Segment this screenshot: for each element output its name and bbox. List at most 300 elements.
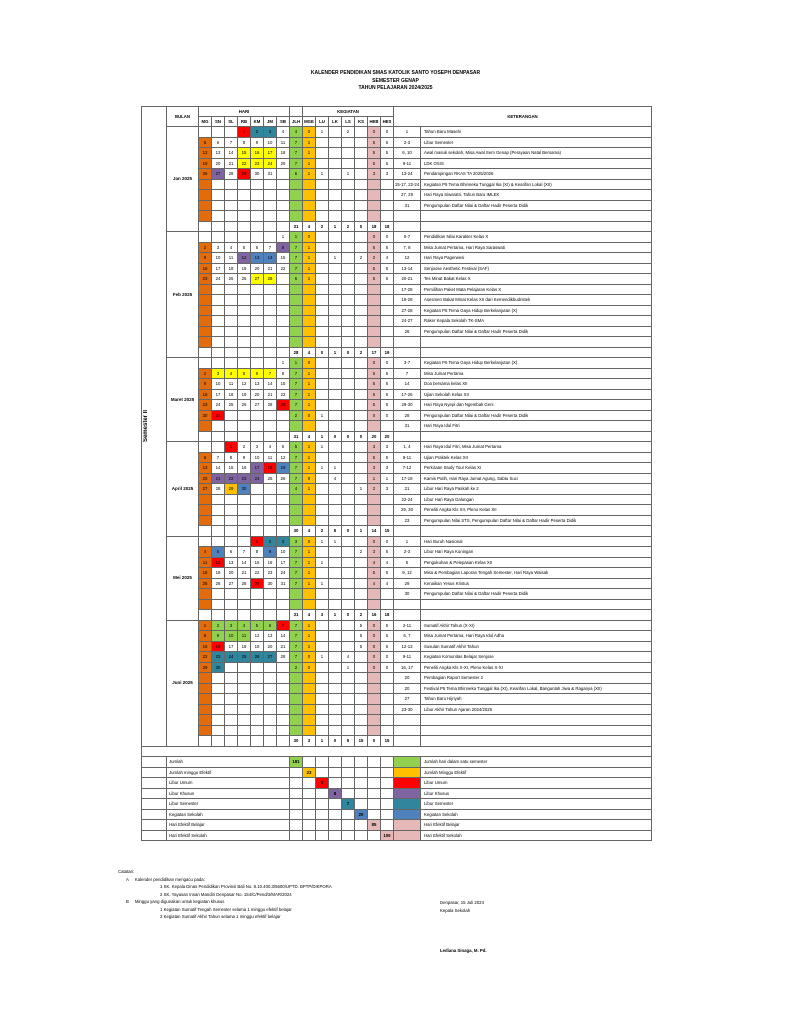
stat-cell bbox=[329, 295, 342, 306]
stat-cell bbox=[355, 316, 368, 327]
stat-cell bbox=[303, 326, 316, 337]
stat-cell: 5 bbox=[368, 137, 381, 148]
stat-cell bbox=[355, 673, 368, 684]
note-date: 2-3 bbox=[394, 137, 421, 148]
stat-cell bbox=[303, 599, 316, 610]
stat-cell bbox=[316, 547, 329, 558]
catatan-label: Catatan: bbox=[118, 869, 135, 874]
stat-cell bbox=[381, 704, 394, 715]
stat-cell bbox=[355, 683, 368, 694]
stat-cell bbox=[303, 284, 316, 295]
stat-cell bbox=[342, 274, 355, 285]
day-cell bbox=[251, 305, 264, 316]
stat-cell bbox=[355, 158, 368, 169]
stat-cell bbox=[368, 704, 381, 715]
day-cell: 8 bbox=[238, 137, 251, 148]
week-row bbox=[142, 599, 652, 610]
total-blank bbox=[212, 347, 225, 358]
total-cell: 0 bbox=[368, 736, 381, 747]
day-cell bbox=[199, 505, 212, 516]
day-cell: 17 bbox=[212, 263, 225, 274]
stat-cell: 2 bbox=[368, 253, 381, 264]
summary-row bbox=[142, 757, 652, 768]
spacer-row bbox=[142, 746, 652, 757]
total-blank bbox=[212, 526, 225, 537]
total-blank bbox=[225, 736, 238, 747]
day-cell bbox=[199, 190, 212, 201]
stat-cell bbox=[316, 158, 329, 169]
day-cell bbox=[199, 421, 212, 432]
stat-cell bbox=[355, 715, 368, 726]
place-date: Denpasar, 15 Juli 2024 bbox=[440, 900, 484, 905]
stat-cell: 5 bbox=[381, 137, 394, 148]
day-cell: 31 bbox=[277, 578, 290, 589]
stat-cell bbox=[290, 337, 303, 348]
note-text: Tes Minat Bakat Kelas X bbox=[421, 274, 652, 285]
day-cell bbox=[264, 515, 277, 526]
note-date bbox=[394, 725, 421, 736]
total-cell: 0 bbox=[355, 431, 368, 442]
stat-cell bbox=[290, 326, 303, 337]
stat-cell bbox=[303, 715, 316, 726]
stat-cell: 3 bbox=[381, 463, 394, 474]
day-cell: 29 bbox=[238, 169, 251, 180]
day-cell: 1 bbox=[238, 127, 251, 138]
day-cell: 27 bbox=[212, 169, 225, 180]
day-cell: 11 bbox=[225, 379, 238, 390]
summary-empty bbox=[329, 820, 342, 831]
day-cell: 21 bbox=[225, 158, 238, 169]
stat-cell bbox=[381, 326, 394, 337]
total-blank bbox=[225, 526, 238, 537]
stat-cell bbox=[381, 515, 394, 526]
day-cell bbox=[264, 410, 277, 421]
day-cell: 31 bbox=[212, 410, 225, 421]
stat-cell: 4 bbox=[329, 473, 342, 484]
note-text bbox=[421, 337, 652, 348]
stat-cell: 5 bbox=[381, 452, 394, 463]
stat-cell bbox=[355, 442, 368, 453]
day-cell bbox=[225, 326, 238, 337]
note-text: Libur Hari Raya Kuningan bbox=[421, 547, 652, 558]
total-blank bbox=[225, 610, 238, 621]
note-text: Hari Raya Idul Fitri bbox=[421, 421, 652, 432]
day-cell: 30 bbox=[212, 662, 225, 673]
summary-empty bbox=[355, 788, 368, 799]
stat-cell bbox=[316, 484, 329, 495]
day-cell: 2 bbox=[264, 536, 277, 547]
note-date: 28 bbox=[394, 410, 421, 421]
stat-cell bbox=[355, 295, 368, 306]
total-cell: 18 bbox=[368, 221, 381, 232]
day-cell bbox=[238, 515, 251, 526]
day-cell: 8 bbox=[277, 368, 290, 379]
note-date: 15-17, 22-24 bbox=[394, 179, 421, 190]
note-text: Hari Raya Pagerwesi bbox=[421, 253, 652, 264]
stat-cell bbox=[316, 673, 329, 684]
summary-label: Jumlah bbox=[167, 757, 290, 768]
signer-role: Kepala Sekolah bbox=[440, 907, 471, 913]
stat-cell bbox=[355, 725, 368, 736]
stat-cell bbox=[355, 337, 368, 348]
stat-cell bbox=[368, 715, 381, 726]
day-cell bbox=[199, 305, 212, 316]
day-cell bbox=[264, 295, 277, 306]
stat-cell: 7 bbox=[290, 148, 303, 159]
stat-cell bbox=[303, 211, 316, 222]
day-cell bbox=[225, 232, 238, 243]
stat-cell bbox=[368, 179, 381, 190]
week-row bbox=[142, 389, 652, 400]
stat-cell: 3 bbox=[368, 169, 381, 180]
total-blank bbox=[264, 736, 277, 747]
total-cell: 4 bbox=[303, 526, 316, 537]
total-blank bbox=[277, 221, 290, 232]
stat-cell bbox=[329, 442, 342, 453]
stat-cell bbox=[329, 725, 342, 736]
stat-cell: 4 bbox=[381, 557, 394, 568]
summary-blank bbox=[142, 778, 167, 789]
day-cell: 19 bbox=[199, 158, 212, 169]
note-text: Tahun Baru Masehi bbox=[421, 127, 652, 138]
total-cell: 0 bbox=[342, 347, 355, 358]
stat-cell bbox=[355, 652, 368, 663]
stat-cell: 7 bbox=[290, 652, 303, 663]
day-cell bbox=[251, 505, 264, 516]
summary-empty bbox=[355, 778, 368, 789]
stat-cell: 1 bbox=[303, 389, 316, 400]
stat-cell bbox=[342, 263, 355, 274]
day-cell bbox=[264, 683, 277, 694]
total-cell: 0 bbox=[355, 221, 368, 232]
stat-cell bbox=[355, 557, 368, 568]
stat-cell bbox=[342, 673, 355, 684]
note-text: Libur Semester bbox=[421, 137, 652, 148]
day-cell: 12 bbox=[238, 379, 251, 390]
summary-empty bbox=[316, 809, 329, 820]
day-cell: 29 bbox=[199, 662, 212, 673]
stat-cell: 0 bbox=[381, 662, 394, 673]
legend-swatch bbox=[394, 799, 421, 810]
stat-cell bbox=[329, 232, 342, 243]
stat-cell: 7 bbox=[290, 400, 303, 411]
day-cell: 19 bbox=[277, 463, 290, 474]
stat-cell: 0 bbox=[368, 662, 381, 673]
day-cell: 12 bbox=[199, 148, 212, 159]
stat-cell bbox=[342, 316, 355, 327]
stat-cell bbox=[355, 211, 368, 222]
total-cell: 20 bbox=[368, 431, 381, 442]
total-blank bbox=[225, 431, 238, 442]
day-cell: 10 bbox=[212, 253, 225, 264]
stat-cell bbox=[355, 232, 368, 243]
stat-cell: 7 bbox=[290, 389, 303, 400]
week-row bbox=[142, 232, 652, 243]
stat-cell: 7 bbox=[290, 641, 303, 652]
note-text bbox=[421, 715, 652, 726]
stat-cell bbox=[316, 379, 329, 390]
note-text: Misa Jumat Pertama, Hari Raya Idul Adha bbox=[421, 631, 652, 642]
summary-value: 8 bbox=[329, 788, 342, 799]
stat-cell: 7 bbox=[290, 547, 303, 558]
stat-cell bbox=[342, 137, 355, 148]
day-cell bbox=[251, 694, 264, 705]
day-cell bbox=[277, 694, 290, 705]
day-cell: 24 bbox=[251, 473, 264, 484]
day-cell bbox=[277, 662, 290, 673]
note-date: 29, 30 bbox=[394, 505, 421, 516]
stat-cell bbox=[303, 694, 316, 705]
note-text: Hari Raya Idul Fitri, Misa Jumat Pertama bbox=[421, 442, 652, 453]
day-cell bbox=[238, 673, 251, 684]
stat-cell: 5 bbox=[381, 641, 394, 652]
stat-cell bbox=[342, 683, 355, 694]
day-cell: 19 bbox=[251, 641, 264, 652]
stat-cell: 1 bbox=[316, 127, 329, 138]
stat-cell bbox=[355, 704, 368, 715]
day-cell: 25 bbox=[238, 652, 251, 663]
day-cell bbox=[238, 326, 251, 337]
note-text bbox=[421, 736, 652, 747]
total-cell: 2 bbox=[316, 221, 329, 232]
day-cell bbox=[238, 179, 251, 190]
stat-cell bbox=[355, 536, 368, 547]
day-cell: 17 bbox=[277, 557, 290, 568]
stat-cell bbox=[342, 641, 355, 652]
day-cell bbox=[238, 316, 251, 327]
stat-cell: 1 bbox=[303, 137, 316, 148]
legend-swatch bbox=[394, 820, 421, 831]
stat-cell: 0 bbox=[381, 410, 394, 421]
stat-cell: 7 bbox=[290, 253, 303, 264]
day-cell bbox=[277, 484, 290, 495]
day-cell bbox=[225, 305, 238, 316]
summary-empty bbox=[368, 788, 381, 799]
stat-cell bbox=[316, 200, 329, 211]
stat-cell bbox=[355, 410, 368, 421]
week-row bbox=[142, 379, 652, 390]
day-cell: 8 bbox=[277, 242, 290, 253]
stat-cell bbox=[290, 515, 303, 526]
hari-header: HARI bbox=[199, 107, 290, 117]
day-cell: 20 bbox=[251, 263, 264, 274]
stat-cell bbox=[342, 547, 355, 558]
stat-cell bbox=[329, 421, 342, 432]
summary-empty bbox=[381, 820, 394, 831]
day-cell bbox=[277, 295, 290, 306]
stat-cell: 6 bbox=[290, 274, 303, 285]
stat-cell: 2 bbox=[368, 484, 381, 495]
day-cell bbox=[264, 179, 277, 190]
stat-cell: 3 bbox=[381, 442, 394, 453]
day-cell: 16 bbox=[212, 641, 225, 652]
week-row bbox=[142, 673, 652, 684]
stat-cell: 1 bbox=[303, 253, 316, 264]
day-cell bbox=[264, 284, 277, 295]
week-row bbox=[142, 274, 652, 285]
stat-cell: 1 bbox=[316, 463, 329, 474]
stat-cell bbox=[290, 715, 303, 726]
stat-cell bbox=[342, 505, 355, 516]
stat-cell bbox=[342, 515, 355, 526]
stat-cell bbox=[329, 158, 342, 169]
week-row bbox=[142, 463, 652, 474]
stat-cell bbox=[368, 494, 381, 505]
week-row bbox=[142, 484, 652, 495]
note-date: 5-7 bbox=[394, 232, 421, 243]
summary-empty bbox=[342, 778, 355, 789]
day-cell: 22 bbox=[199, 652, 212, 663]
stat-cell bbox=[355, 305, 368, 316]
day-cell: 5 bbox=[251, 620, 264, 631]
week-row bbox=[142, 473, 652, 484]
day-cell bbox=[199, 715, 212, 726]
day-header-mg: MG bbox=[199, 117, 212, 127]
summary-empty bbox=[342, 809, 355, 820]
stat-cell bbox=[329, 326, 342, 337]
day-cell: 2 bbox=[199, 242, 212, 253]
day-cell bbox=[277, 505, 290, 516]
note-date bbox=[394, 736, 421, 747]
signer-name: Lediana Sinaga, M. Pd. bbox=[440, 948, 487, 953]
note-date bbox=[394, 599, 421, 610]
summary-empty bbox=[342, 820, 355, 831]
stat-cell: 7 bbox=[290, 620, 303, 631]
stat-cell bbox=[355, 169, 368, 180]
day-cell: 22 bbox=[277, 389, 290, 400]
stat-cell: 3 bbox=[381, 169, 394, 180]
kegiatan-header-heb: HEB bbox=[368, 117, 381, 127]
stat-cell bbox=[342, 620, 355, 631]
summary-blank bbox=[142, 799, 167, 810]
stat-cell bbox=[342, 190, 355, 201]
day-cell bbox=[212, 505, 225, 516]
stat-cell bbox=[368, 316, 381, 327]
stat-cell bbox=[316, 253, 329, 264]
note-b1: 1 Kegiatan Sumatif Tengah Semester selama 1 minggu efektif belajar bbox=[160, 906, 292, 912]
day-cell bbox=[251, 179, 264, 190]
stat-cell: 7 bbox=[290, 463, 303, 474]
header-line-3: TAHUN PELAJARAN 2024/2025 bbox=[358, 85, 433, 91]
day-cell: 27 bbox=[251, 400, 264, 411]
stat-cell bbox=[368, 421, 381, 432]
day-cell bbox=[264, 484, 277, 495]
day-cell: 3 bbox=[251, 442, 264, 453]
summary-empty bbox=[316, 757, 329, 768]
note-date bbox=[394, 337, 421, 348]
week-row bbox=[142, 295, 652, 306]
stat-cell bbox=[368, 683, 381, 694]
day-cell bbox=[225, 284, 238, 295]
day-cell: 9 bbox=[199, 253, 212, 264]
stat-cell bbox=[368, 694, 381, 705]
day-cell: 25 bbox=[277, 158, 290, 169]
day-cell bbox=[277, 200, 290, 211]
stat-cell: 5 bbox=[368, 148, 381, 159]
day-cell bbox=[212, 179, 225, 190]
stat-cell bbox=[342, 242, 355, 253]
summary-empty bbox=[381, 757, 394, 768]
stat-cell: 7 bbox=[290, 473, 303, 484]
total-cell: 14 bbox=[368, 526, 381, 537]
day-cell: 29 bbox=[225, 484, 238, 495]
day-cell bbox=[212, 442, 225, 453]
note-date: 2-11 bbox=[394, 620, 421, 631]
day-cell bbox=[199, 358, 212, 369]
stat-cell bbox=[316, 715, 329, 726]
day-cell: 10 bbox=[212, 379, 225, 390]
stat-cell bbox=[329, 274, 342, 285]
calendar-table bbox=[141, 106, 652, 841]
day-cell: 27 bbox=[251, 274, 264, 285]
day-cell bbox=[212, 305, 225, 316]
stat-cell bbox=[355, 284, 368, 295]
stat-cell: 5 bbox=[381, 274, 394, 285]
stat-cell bbox=[342, 463, 355, 474]
stat-cell bbox=[316, 179, 329, 190]
day-cell: 15 bbox=[199, 641, 212, 652]
summary-empty bbox=[303, 820, 316, 831]
summary-empty bbox=[355, 799, 368, 810]
day-cell: 14 bbox=[212, 463, 225, 474]
stat-cell: 0 bbox=[368, 232, 381, 243]
stat-cell: 1 bbox=[303, 463, 316, 474]
total-cell: 1 bbox=[316, 736, 329, 747]
day-cell bbox=[238, 421, 251, 432]
stat-cell bbox=[329, 179, 342, 190]
stat-cell bbox=[342, 589, 355, 600]
stat-cell: 3 bbox=[368, 547, 381, 558]
note-date: 1 bbox=[394, 536, 421, 547]
total-cell: 15 bbox=[381, 736, 394, 747]
stat-cell: 4 bbox=[290, 127, 303, 138]
note-a1: 1 SK. Kepala Dinas Pendidikan Provinsi Bali No. 8.10.400.3/5600/UPTD. BPTP/DIKPORA bbox=[160, 884, 332, 889]
note-text: Misa Jumat Pertama, Hari Raya Saraswati bbox=[421, 242, 652, 253]
stat-cell bbox=[342, 400, 355, 411]
day-cell bbox=[212, 725, 225, 736]
total-blank bbox=[251, 736, 264, 747]
stat-cell: 1 bbox=[303, 631, 316, 642]
note-date: 31 bbox=[394, 200, 421, 211]
legend-swatch bbox=[394, 830, 421, 841]
day-cell bbox=[199, 316, 212, 327]
day-cell: 26 bbox=[212, 578, 225, 589]
total-cell: 1 bbox=[316, 431, 329, 442]
stat-cell: 1 bbox=[303, 484, 316, 495]
stat-cell: 1 bbox=[303, 148, 316, 159]
stat-cell: 5 bbox=[290, 442, 303, 453]
week-row bbox=[142, 568, 652, 579]
header-line-2: SEMESTER GENAP bbox=[372, 77, 419, 84]
stat-cell bbox=[342, 452, 355, 463]
week-row bbox=[142, 242, 652, 253]
stat-cell bbox=[355, 578, 368, 589]
day-cell bbox=[238, 295, 251, 306]
stat-cell bbox=[303, 589, 316, 600]
total-cell: 18 bbox=[381, 221, 394, 232]
day-cell bbox=[238, 715, 251, 726]
stat-cell bbox=[368, 725, 381, 736]
note-text: Libur Hari Raya Paskah ke 2 bbox=[421, 484, 652, 495]
note-date: 21 bbox=[394, 484, 421, 495]
day-cell bbox=[277, 274, 290, 285]
note-text: Senjoose Aesthetic Festival (SAF) bbox=[421, 263, 652, 274]
day-cell bbox=[212, 316, 225, 327]
day-cell: 7 bbox=[264, 368, 277, 379]
stat-cell bbox=[329, 641, 342, 652]
note-text bbox=[421, 610, 652, 621]
stat-cell: 5 bbox=[381, 368, 394, 379]
